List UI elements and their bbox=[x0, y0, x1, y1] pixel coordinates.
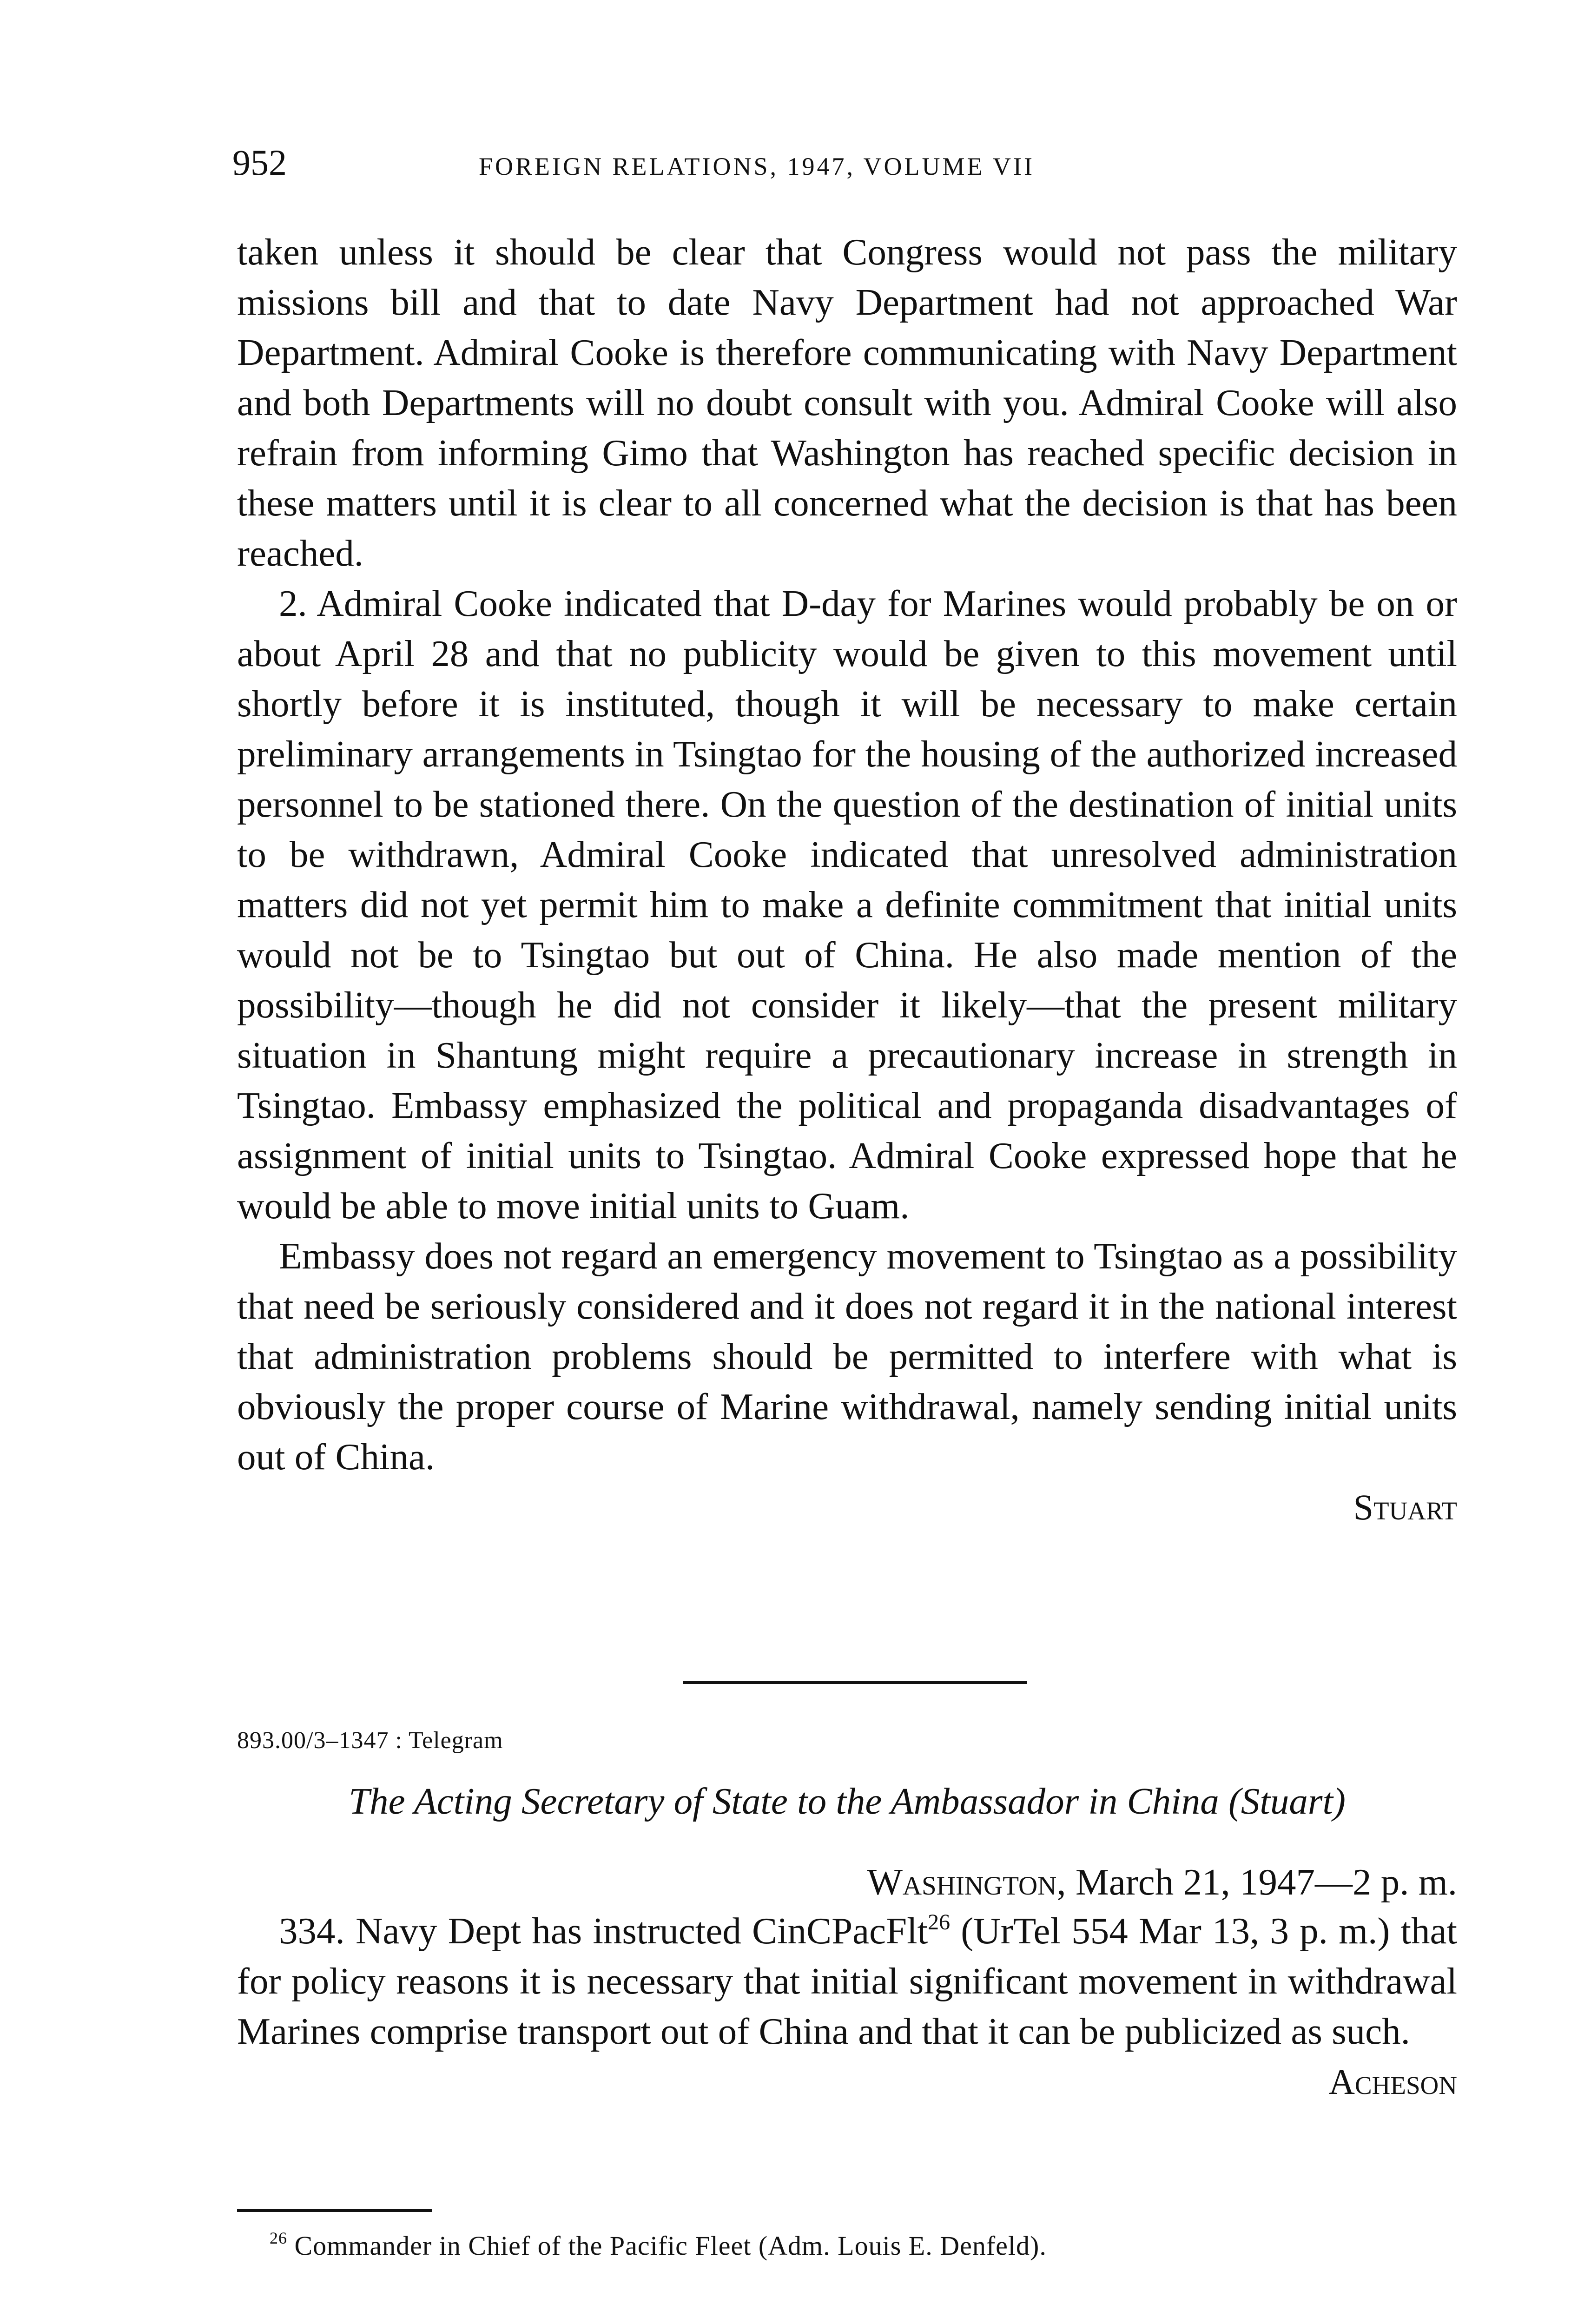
footnote-number: 26 bbox=[270, 2229, 287, 2247]
dateline-date: March 21, 1947—2 p. m. bbox=[1066, 1861, 1457, 1903]
document-heading: The Acting Secretary of State to the Ambassador in China (Stuart) bbox=[349, 1780, 1346, 1822]
paragraph-3: Embassy does not regard an emergency movement to Tsingtao as a possibility that need be seriously considered and it does not regard it in the national interest that administration problems should be permitted to interfere with what is obviously the proper course of Marine withdrawal, namely sending initial units out of China. bbox=[237, 1235, 1457, 1478]
paragraph-continued: taken unless it should be clear that Congress would not pass the military missions bill and that to date Navy Department had not approached War Department. Admiral Cooke is therefore communicating with Navy Department and both Departments will no doubt consult with you. Admiral Cooke will also refrain from informing Gimo that Washington has reached specific decision in these matters until it is clear to all concerned what the decision is that has been reached. bbox=[237, 231, 1457, 574]
running-head bbox=[232, 139, 1348, 195]
signature-acheson: Acheson bbox=[1328, 2061, 1457, 2102]
telegram-text-start: 334. Navy Dept has instructed CinCPacFlt bbox=[279, 1910, 928, 1952]
section-divider bbox=[683, 1681, 1027, 1684]
paragraph-2: 2. Admiral Cooke indicated that D-day for Marines would probably be on or about April 28 and that no publicity would be given to this movement until shortly before it is instituted, though it will be necessary to make certain preliminary arrangements in Tsingtao for the housing of the authorized increased personnel to be stationed there. On the question of the destination of initial units to be withdrawn, Admiral Cooke indicated that unresolved administration matters did not yet permit him to make a definite commitment that initial units would not be to Tsingtao but out of China. He also made mention of the possibility—though he did not consider it likely—that the present military situation in Shantung might require a precautionary increase in strength in Tsingtao. Embassy emphasized the political and propaganda disadvantages of assignment of initial units to Tsingtao. Admiral Cooke expressed hope that he would be able to move initial units to Guam. bbox=[237, 582, 1457, 1227]
dateline bbox=[237, 1857, 1457, 1907]
page-number: 952 bbox=[232, 142, 287, 183]
footnote-text: Commander in Chief of the Pacific Fleet (Adm. Louis E. Denfeld). bbox=[294, 2231, 1047, 2261]
file-reference: 893.00/3–1347 : Telegram bbox=[237, 1727, 503, 1754]
running-title: FOREIGN RELATIONS, 1947, VOLUME VII bbox=[479, 152, 1035, 180]
footnote bbox=[270, 2227, 1047, 2265]
telegram-body bbox=[237, 1906, 1457, 2106]
dateline-place: Washington, bbox=[867, 1861, 1066, 1903]
signature-stuart: Stuart bbox=[1353, 1487, 1457, 1527]
footnote-rule bbox=[237, 2209, 432, 2212]
telegram-text bbox=[237, 1906, 1457, 2056]
footnote-reference: 26 bbox=[928, 1910, 951, 1934]
telegram-text-end: (UrTel 554 Mar 13, 3 p. m.) that for policy reasons it is necessary that initial significant movement in withdrawal Marines comprise transport out of China and that it can be publicized as such. bbox=[237, 1910, 1457, 2052]
telegram-continuation bbox=[237, 227, 1457, 1532]
